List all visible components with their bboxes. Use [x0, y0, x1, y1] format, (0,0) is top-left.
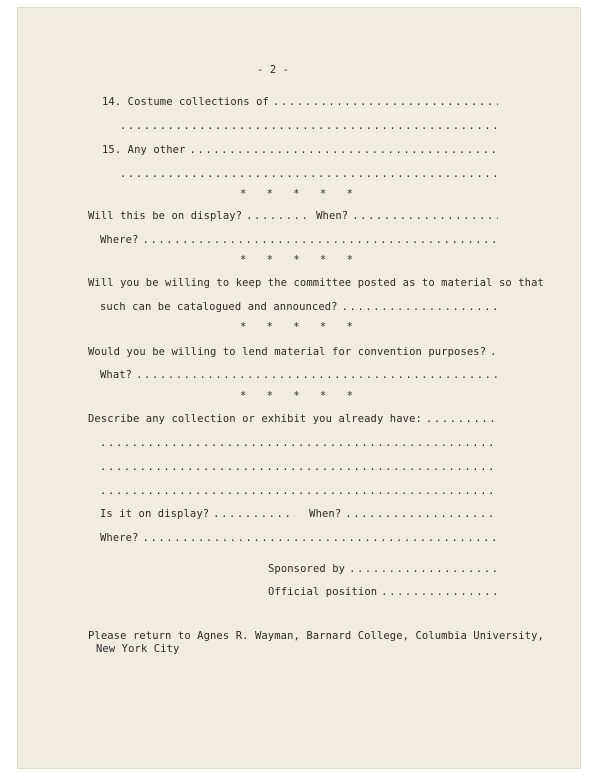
item-15-fill-line-2[interactable] — [120, 168, 498, 180]
posted-row[interactable] — [100, 301, 498, 313]
official-position-label: Official position — [268, 586, 378, 598]
item-14-label: 14. Costume collections of — [102, 96, 269, 108]
display-answer-line[interactable] — [246, 210, 308, 222]
display-when-label: When? — [316, 210, 349, 222]
official-position-row[interactable] — [268, 586, 498, 598]
display-question: Will this be on display? — [88, 210, 243, 222]
exhibit-when-label: When? — [309, 508, 342, 520]
item-15-continuation[interactable] — [120, 168, 498, 180]
sponsored-by-label: Sponsored by — [268, 563, 346, 575]
lend-row[interactable] — [88, 346, 498, 358]
exhibit-where-label: Where? — [100, 532, 139, 544]
exhibit-display-row[interactable] — [100, 508, 498, 520]
exhibit-when-line[interactable] — [345, 508, 498, 520]
describe-fill-line-1[interactable] — [100, 437, 498, 449]
display-row[interactable] — [88, 210, 498, 222]
separator-2: * * * * * — [240, 254, 360, 266]
sponsored-by-row[interactable] — [268, 563, 498, 575]
posted-question-line1: Will you be willing to keep the committee posted as to material so that — [88, 277, 544, 289]
describe-fill-row-1[interactable] — [100, 437, 498, 449]
lend-what-label: What? — [100, 369, 133, 381]
exhibit-where-line[interactable] — [143, 532, 498, 544]
describe-fill-line-3[interactable] — [100, 485, 498, 497]
lend-answer-line[interactable] — [490, 346, 498, 358]
official-position-line[interactable] — [381, 586, 498, 598]
separator-4: * * * * * — [240, 390, 360, 402]
item-14-fill-line[interactable] — [273, 96, 498, 108]
display-where-row[interactable] — [100, 234, 498, 246]
separator-3: * * * * * — [240, 321, 360, 333]
item-15-fill-line[interactable] — [189, 144, 498, 156]
item-15-label: 15. Any other — [102, 144, 186, 156]
describe-row[interactable] — [88, 413, 498, 425]
return-note-line2: New York City — [96, 643, 180, 655]
return-note-line1: Please return to Agnes R. Wayman, Barnard College, Columbia University, — [88, 630, 544, 642]
describe-fill-row-3[interactable] — [100, 485, 498, 497]
display-where-line[interactable] — [143, 234, 498, 246]
exhibit-display-question: Is it on display? — [100, 508, 210, 520]
item-15-row[interactable] — [102, 144, 498, 156]
describe-fill-line-2[interactable] — [100, 461, 498, 473]
separator-1: * * * * * — [240, 188, 360, 200]
posted-question-line2: such can be catalogued and announced? — [100, 301, 338, 313]
lend-what-line[interactable] — [136, 369, 498, 381]
item-14-row[interactable] — [102, 96, 498, 108]
describe-answer-line[interactable] — [426, 413, 498, 425]
sponsored-by-line[interactable] — [349, 563, 498, 575]
page-number: - 2 - — [257, 64, 290, 76]
describe-fill-row-2[interactable] — [100, 461, 498, 473]
posted-answer-line[interactable] — [342, 301, 498, 313]
display-where-label: Where? — [100, 234, 139, 246]
exhibit-display-line[interactable] — [213, 508, 295, 520]
describe-question: Describe any collection or exhibit you already have: — [88, 413, 422, 425]
lend-question: Would you be willing to lend material for convention purposes? — [88, 346, 487, 358]
item-14-fill-line-2[interactable] — [120, 120, 498, 132]
exhibit-where-row[interactable] — [100, 532, 498, 544]
item-14-continuation[interactable] — [120, 120, 498, 132]
lend-what-row[interactable] — [100, 369, 498, 381]
display-when-line[interactable] — [352, 210, 498, 222]
